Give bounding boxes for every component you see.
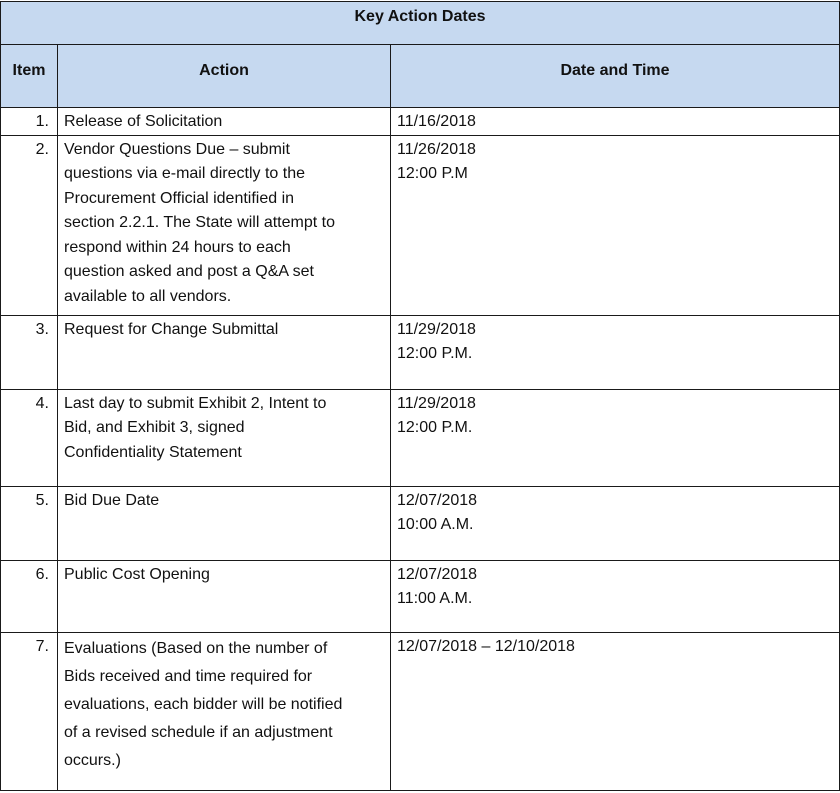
table-title-row <box>1 2 840 45</box>
row-date-time <box>391 135 840 315</box>
header-action: Action <box>58 45 391 108</box>
row-action <box>58 486 391 560</box>
date-line: 12/07/2018 <box>397 565 478 583</box>
row-item-number: 1. <box>1 108 58 136</box>
row-item-number: 3. <box>1 315 58 389</box>
action-line: occurs.) <box>64 751 121 769</box>
action-line: Procurement Official identified in <box>64 189 295 207</box>
date-line: 11/29/2018 <box>397 320 476 338</box>
action-line: Bids received and time required for <box>64 667 313 685</box>
row-action <box>58 560 391 632</box>
row-date-time <box>391 632 840 790</box>
action-line: section 2.2.1. The State will attempt to <box>64 214 335 231</box>
action-line: Bid, and Exhibit 3, signed <box>64 419 245 436</box>
time-line: 12:00 P.M. <box>397 419 473 436</box>
table-header-row <box>1 45 840 108</box>
time-line: 11:00 A.M. <box>397 590 473 607</box>
date-line: 11/16/2018 <box>397 113 476 130</box>
action-line: Confidentiality Statement <box>64 443 242 461</box>
table-row <box>1 560 840 632</box>
row-item-number: 5. <box>1 486 58 560</box>
action-line: respond within 24 hours to each <box>64 238 291 256</box>
row-action <box>58 135 391 315</box>
action-line: Evaluations (Based on the number of <box>64 639 328 657</box>
row-date-time <box>391 315 840 389</box>
table-row <box>1 315 840 389</box>
table-row <box>1 486 840 560</box>
date-range-line: 12/07/2018 – 12/10/2018 <box>397 637 575 655</box>
row-date-time <box>391 486 840 560</box>
action-line: available to all vendors. <box>64 287 232 305</box>
action-line: question asked and post a Q&A set <box>64 263 314 280</box>
row-action <box>58 632 391 790</box>
time-line: 12:00 P.M. <box>397 345 473 362</box>
action-line: Public Cost Opening <box>64 565 210 583</box>
action-line: of a revised schedule if an adjustment <box>64 723 333 741</box>
row-action <box>58 315 391 389</box>
date-line: 11/29/2018 <box>397 394 476 412</box>
row-item-number: 2. <box>1 135 58 315</box>
action-line: Bid Due Date <box>64 491 160 509</box>
action-line: Request for Change Submittal <box>64 320 279 338</box>
row-date-time <box>391 108 840 136</box>
date-line: 11/26/2018 <box>397 140 476 158</box>
row-item-number: 6. <box>1 560 58 632</box>
action-line: Vendor Questions Due – submit <box>64 140 290 158</box>
action-line: Last day to submit Exhibit 2, Intent to <box>64 394 327 412</box>
header-date-time: Date and Time <box>391 45 840 108</box>
table-row <box>1 108 840 136</box>
row-item-number: 4. <box>1 389 58 486</box>
action-line: evaluations, each bidder will be notified <box>64 695 343 713</box>
time-line: 12:00 P.M <box>397 165 468 182</box>
table-title: Key Action Dates <box>1 2 840 45</box>
action-line: Release of Solicitation <box>64 113 223 130</box>
row-date-time <box>391 389 840 486</box>
table-row <box>1 389 840 486</box>
action-line: questions via e-mail directly to the <box>64 165 305 182</box>
row-action <box>58 108 391 136</box>
key-action-dates-table <box>0 1 840 791</box>
row-item-number: 7. <box>1 632 58 790</box>
header-item: Item <box>1 45 58 108</box>
time-line: 10:00 A.M. <box>397 516 474 533</box>
date-line: 12/07/2018 <box>397 491 478 509</box>
row-action <box>58 389 391 486</box>
table-row <box>1 632 840 790</box>
table-row <box>1 135 840 315</box>
row-date-time <box>391 560 840 632</box>
